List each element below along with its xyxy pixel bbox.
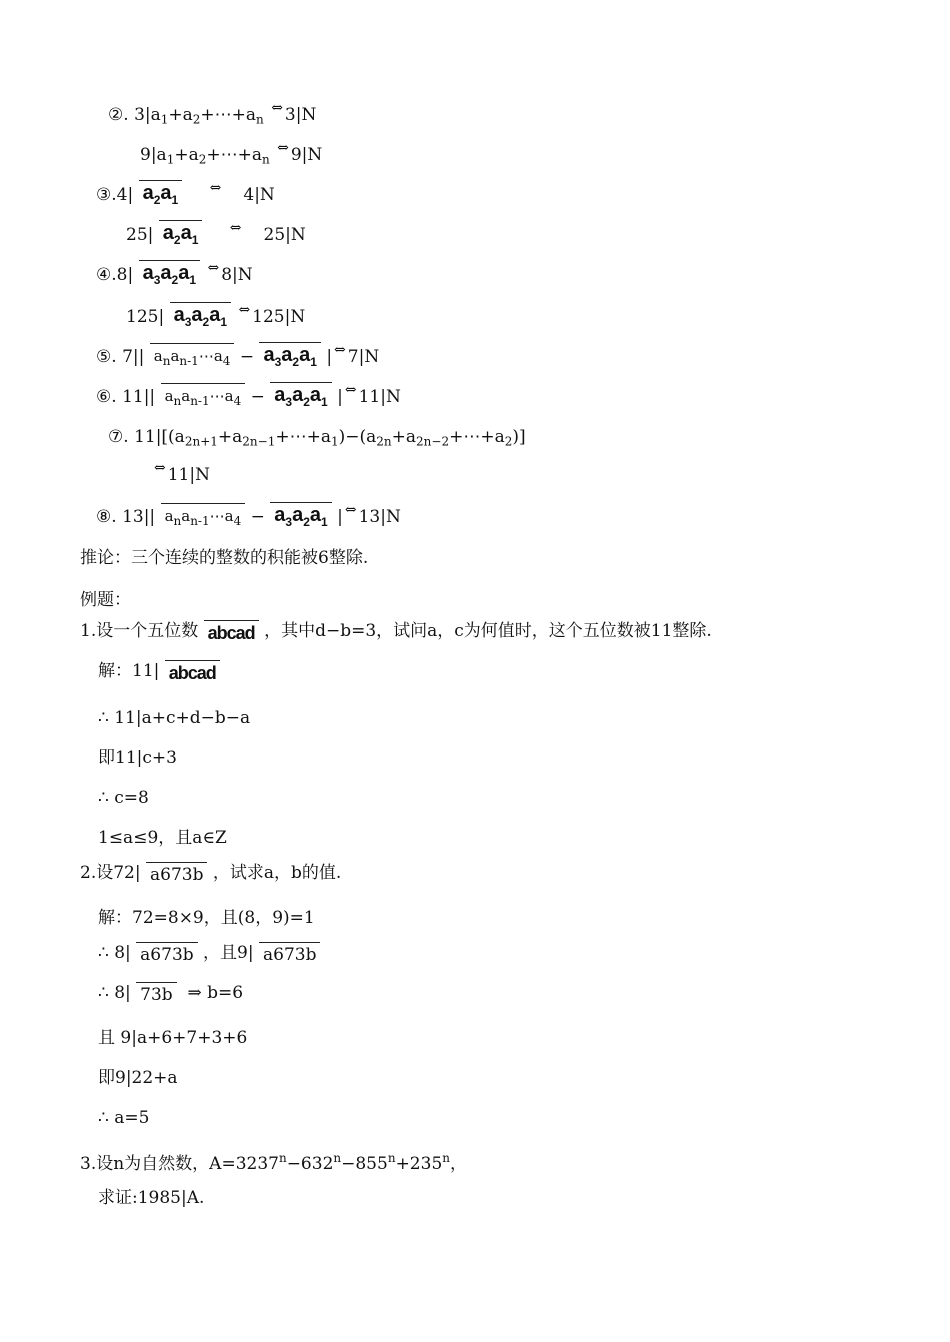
rule-3a: ③.4| $a_2a_1$ ⇔ 4|N <box>96 180 275 206</box>
overline-number: $a_3a_2a_1$ <box>270 502 331 531</box>
rule-4a: ④.8| $a_3a_2a_1$ ⇔ 8|N <box>96 260 253 286</box>
example-1-step: ∴ 11|a+c+d−b−a <box>98 708 251 728</box>
overline-number: a673b <box>146 862 207 884</box>
overline-number: $a_3a_2a_1$ <box>139 260 200 289</box>
overline-number: a673b <box>259 942 320 964</box>
equiv-arrow: ⇔ <box>344 501 357 518</box>
example-2-step: ∴ 8| a673b ，且9| a673b <box>98 940 320 966</box>
example-3-prove: 求证:1985|A. <box>98 1188 205 1208</box>
corollary: 推论：三个连续的整数的积能被6整除. <box>80 548 369 568</box>
equiv-arrow: ⇔ <box>154 459 166 476</box>
example-2-step: 即9|22+a <box>98 1068 178 1088</box>
overline-number: $a_2a_1$ <box>139 180 183 209</box>
equiv-arrow: ⇔ <box>207 259 220 276</box>
overline-number: abcad <box>204 620 259 642</box>
overline-number: $a_3a_2a_1$ <box>270 382 331 411</box>
rule-5: ⑤. 7|| $a_na_{n-1}\cdots a_4 - a_3a_2a_1$ | ⇔ 7|N <box>96 342 379 368</box>
example-1-question: 1.设一个五位数 abcad ，其中d−b=3，试问a，c为何值时，这个五位数被11整除. <box>80 620 712 643</box>
example-1-step: ∴ c=8 <box>98 788 149 808</box>
rule-7: ⑦. $11|[(a_{2n+1}+a_{2n-1}+\cdots+a_1)-(a_{2n}+a_{2n-2}+\cdots+a_2)]$ <box>108 426 526 449</box>
rule-4b: 125| $a_3a_2a_1$ ⇔ 125|N <box>126 302 305 328</box>
examples-heading: 例题： <box>80 590 131 610</box>
example-2-question: 2.设72| a673b ，试求a，b的值. <box>80 862 342 885</box>
overline-number: $a_3a_2a_1$ <box>170 302 231 331</box>
overline-number: $a_3a_2a_1$ <box>259 342 320 371</box>
example-3-question: 3.设n为自然数，$A=3237^n-632^n-855^n+235^n$， <box>80 1151 467 1175</box>
rule-2b: $9|a_1+a_2+\cdots+a_n$ ⇔ 9|N <box>140 142 322 168</box>
overline-number: $a_na_{n-1}\cdots a_4$ <box>161 503 246 530</box>
equiv-arrow: ⇔ <box>271 99 283 116</box>
example-2-step: ∴ a=5 <box>98 1108 150 1128</box>
rule-7-result: ⇔ 11|N <box>152 462 210 488</box>
overline-number: a673b <box>136 942 197 964</box>
equiv-arrow: ⇔ <box>334 341 346 358</box>
equiv-arrow: ⇔ <box>209 179 222 196</box>
example-2-step: 且 9|a+6+7+3+6 <box>98 1028 248 1048</box>
overline-number: $a_2a_1$ <box>159 220 203 249</box>
example-2-step: 解：72=8×9，且(8，9)=1 <box>98 908 315 928</box>
rule-3b: 25| $a_2a_1$ ⇔ 25|N <box>126 220 306 246</box>
overline-number: $a_na_{n-1}\cdots a_4$ <box>150 343 235 370</box>
overline-number: abcad <box>165 660 220 682</box>
rule-mark: ②. <box>108 104 129 125</box>
equiv-arrow: ⇔ <box>277 139 289 156</box>
rule-2a: ②. $3|a_1+a_2+\cdots+a_n$ ⇔ 3|N <box>108 102 316 128</box>
overline-number: 73b <box>136 982 177 1004</box>
rule-6: ⑥. 11|| $a_na_{n-1}\cdots a_4 - a_3a_2a_1$ | ⇔ 11|N <box>96 382 401 408</box>
equiv-arrow: ⇔ <box>238 301 251 318</box>
equiv-arrow: ⇔ <box>344 381 357 398</box>
rule-8: ⑧. 13|| $a_na_{n-1}\cdots a_4 - a_3a_2a_1$ | ⇔ 13|N <box>96 502 401 528</box>
example-2-step: ∴ 8| 73b ⇒ b=6 <box>98 982 244 1005</box>
equiv-arrow: ⇔ <box>229 219 242 236</box>
overline-number: $a_na_{n-1}\cdots a_4$ <box>161 383 246 410</box>
example-1-solution: 解：11| abcad <box>98 658 220 684</box>
example-1-step: 1≤a≤9，且a∈Z <box>98 828 227 848</box>
example-1-step: 即11|c+3 <box>98 748 177 768</box>
